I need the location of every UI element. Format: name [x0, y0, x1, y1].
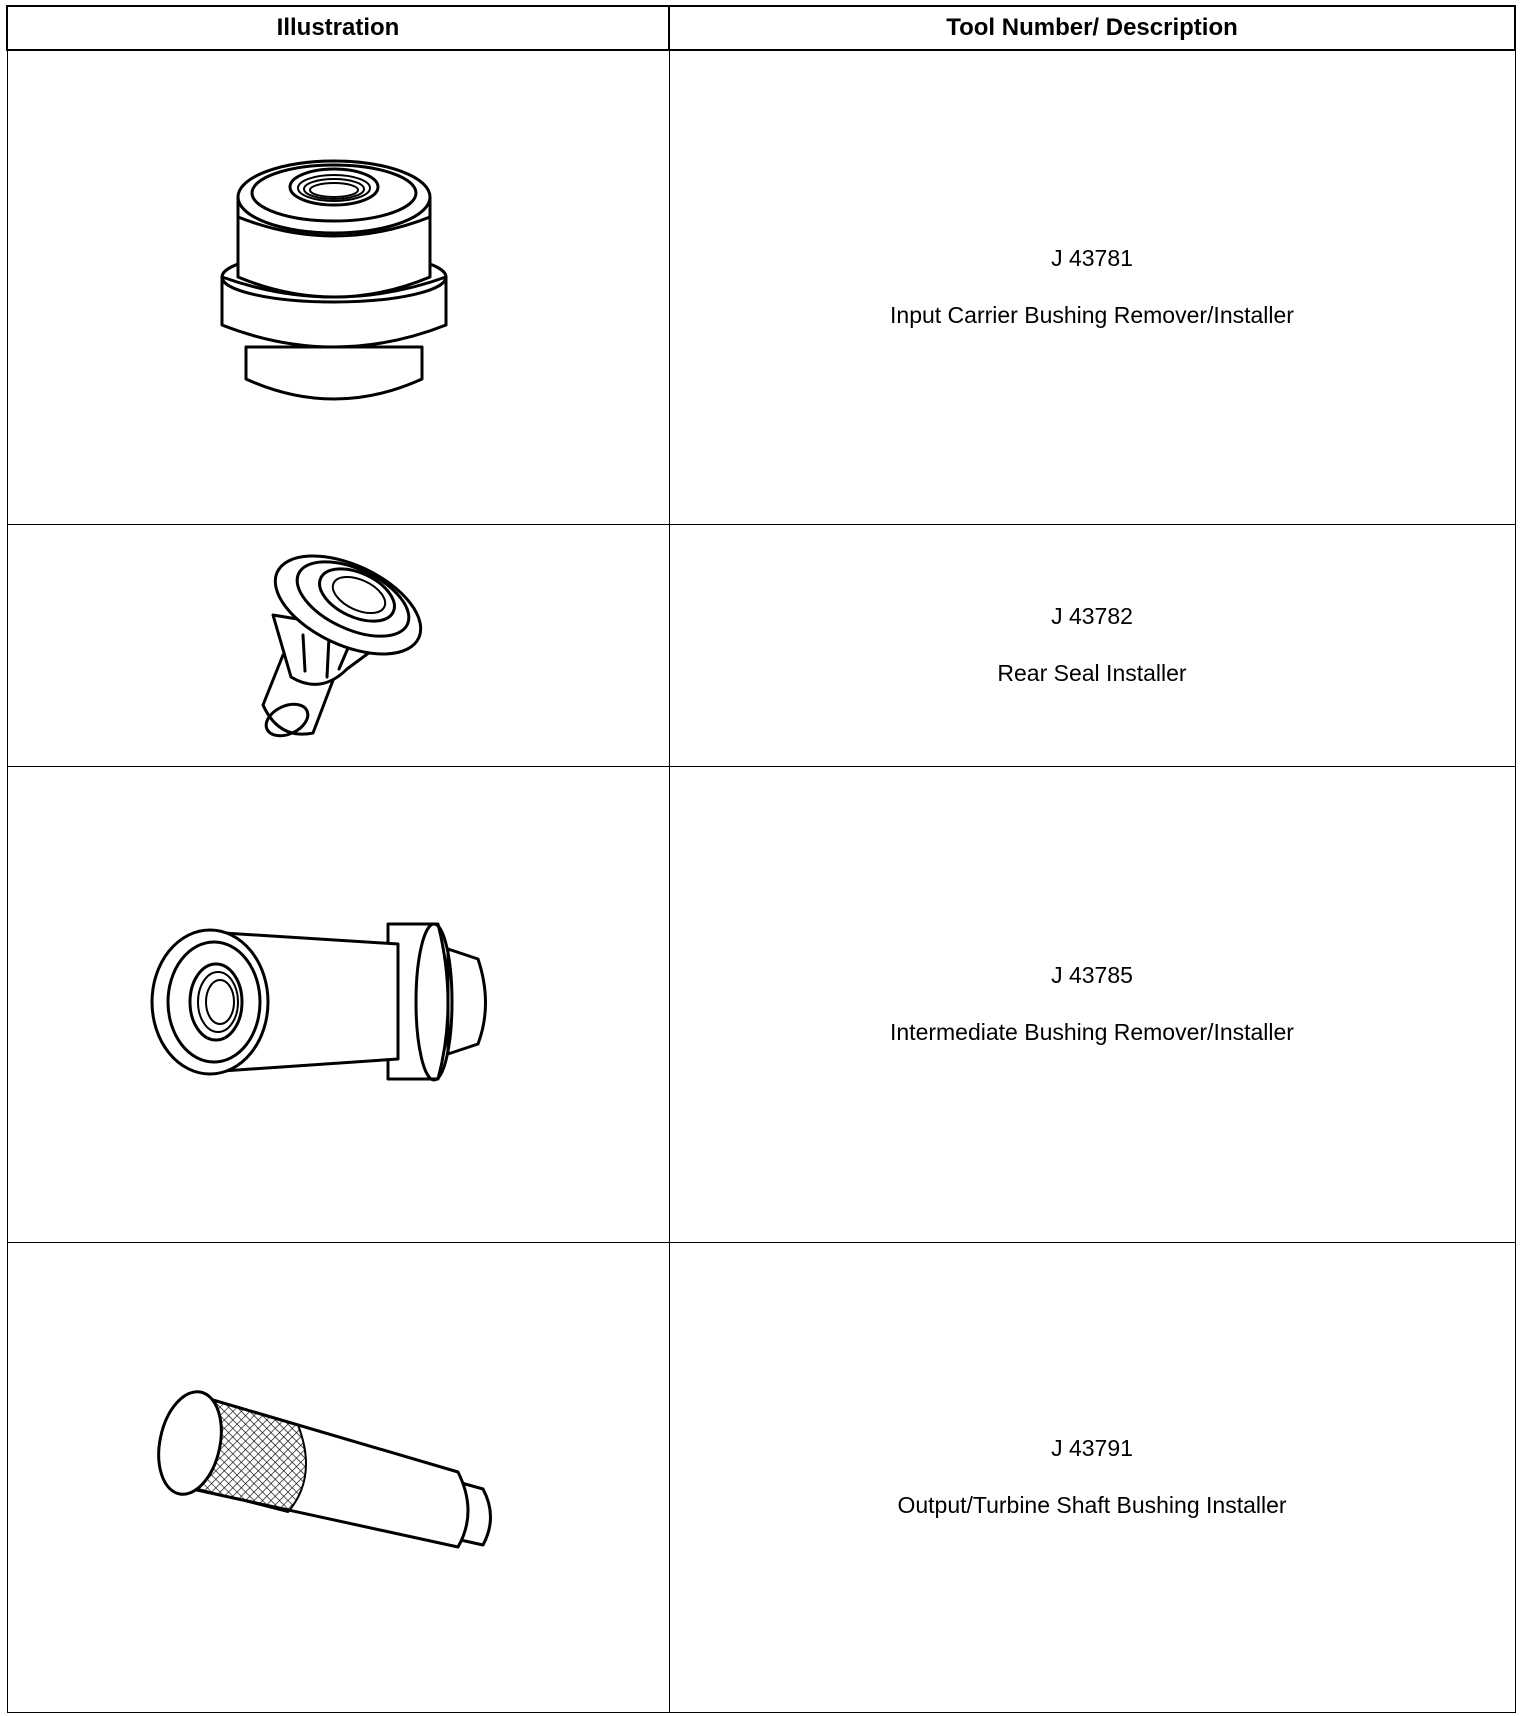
tool-description: Input Carrier Bushing Remover/Installer — [890, 302, 1294, 329]
special-tools-table — [6, 5, 1516, 1713]
tool-cell — [669, 766, 1515, 1242]
table-row — [7, 766, 1515, 1242]
table-row — [7, 50, 1515, 524]
tool-description: Output/Turbine Shaft Bushing Installer — [897, 1492, 1287, 1518]
header-tool-description: Tool Number/ Description — [669, 6, 1515, 50]
tool-number: J 43782 — [1051, 603, 1133, 629]
tool-description: Intermediate Bushing Remover/Installer — [890, 1019, 1294, 1045]
illustration-cell — [7, 1242, 669, 1712]
rear-seal-installer-icon — [243, 545, 433, 745]
tool-number: J 43785 — [1051, 962, 1133, 988]
tool-description: Rear Seal Installer — [997, 660, 1187, 686]
tool-number: J 43791 — [1051, 1435, 1133, 1461]
table-row — [7, 1242, 1515, 1712]
tool-cell — [669, 524, 1515, 766]
tool-cell — [669, 50, 1515, 524]
illustration-cell — [7, 524, 669, 766]
tool-cell — [669, 1242, 1515, 1712]
tool-number: J 43781 — [1051, 245, 1133, 272]
header-row — [7, 6, 1515, 50]
header-illustration: Illustration — [7, 6, 669, 50]
table-row — [7, 524, 1515, 766]
intermediate-bushing-tool-icon — [148, 914, 528, 1094]
illustration-cell — [7, 50, 669, 524]
illustration-cell — [7, 766, 669, 1242]
shaft-bushing-installer-icon — [148, 1377, 528, 1577]
bushing-remover-installer-icon — [208, 157, 468, 417]
